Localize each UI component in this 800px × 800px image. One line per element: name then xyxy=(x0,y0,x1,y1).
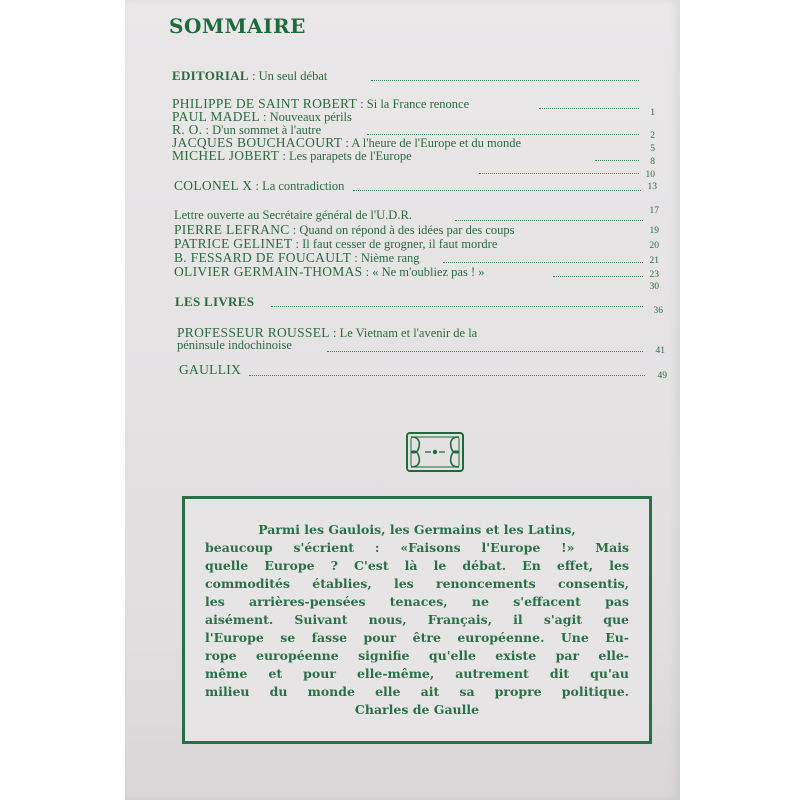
toc-title: La contradiction xyxy=(262,179,345,193)
toc-page-number: 30 xyxy=(649,282,659,292)
toc-author: PATRICE GELINET xyxy=(174,236,293,251)
toc-title: D'un sommet à l'autre xyxy=(212,123,322,137)
toc-author: PROFESSEUR ROUSSEL xyxy=(177,325,330,340)
toc-author: PAUL MADEL xyxy=(172,109,260,124)
quote-author: Charles de Gaulle xyxy=(354,702,480,717)
toc-title: Nième rang xyxy=(360,251,420,265)
quote-line: beaucoup s'écrient : «Faisons l'Europe !» Mais xyxy=(205,540,629,555)
toc-leader xyxy=(353,190,641,191)
toc-entry xyxy=(125,278,680,294)
toc-leader xyxy=(479,173,639,174)
toc-entry-gaullix xyxy=(125,362,680,381)
quote-line: milieu du monde elle ait sa propre politique. xyxy=(205,684,629,699)
toc-page-number: 19 xyxy=(649,226,659,236)
toc-author: OLIVIER GERMAIN-THOMAS xyxy=(174,264,363,279)
toc-title: « Ne m'oubliez pas ! » xyxy=(372,265,485,279)
toc-title: Un seul débat xyxy=(258,69,328,83)
toc-separator: : xyxy=(252,179,263,193)
toc-page-number: 49 xyxy=(657,371,667,381)
toc-entry-text xyxy=(172,68,327,84)
toc-separator: : xyxy=(289,223,300,237)
toc-leader xyxy=(443,262,643,263)
toc-page-number: 36 xyxy=(653,306,663,316)
toc-entry-text xyxy=(175,294,254,310)
toc-title: péninsule indochinoise xyxy=(177,338,292,352)
toc-separator: : xyxy=(292,237,303,251)
toc-separator: : xyxy=(329,326,340,340)
toc-entry-editorial xyxy=(125,68,680,84)
toc-separator: : xyxy=(248,69,259,83)
toc-page-number: 17 xyxy=(649,206,659,216)
toc-leader xyxy=(327,351,643,352)
toc-separator: : xyxy=(357,97,367,111)
toc-page-number: 5 xyxy=(650,144,655,154)
toc-page-number: 10 xyxy=(645,170,655,180)
toc-separator: : xyxy=(351,251,361,265)
toc-title: Si la France renonce xyxy=(366,97,470,111)
quote-line: l'Europe se fasse pour être européenne. Une Eu- xyxy=(205,630,629,645)
toc-page-number: 41 xyxy=(655,346,665,356)
quote-line: commodités établies, les renoncements consentis, xyxy=(205,576,629,591)
toc-author: B. FESSARD DE FOUCAULT xyxy=(174,250,352,265)
toc-leader xyxy=(553,276,643,277)
toc-separator: : xyxy=(202,123,213,137)
toc-author: R. O. xyxy=(172,122,203,137)
quote-line: Parmi les Gaulois, les Germains et les Latins, xyxy=(258,522,576,537)
toc-author: GAULLIX xyxy=(179,362,242,377)
toc-page-number: 2 xyxy=(650,131,655,141)
toc-entry-text xyxy=(174,178,344,194)
toc-section-label: LES LIVRES xyxy=(175,294,255,309)
toc-author: PHILIPPE DE SAINT ROBERT xyxy=(172,96,358,111)
toc-page-number: 1 xyxy=(650,108,655,118)
quote-line: les arrières-pensées tenaces, ne s'effacent pas xyxy=(205,594,629,609)
toc-title: Nouveaux périls xyxy=(269,110,352,124)
toc-page-number: 20 xyxy=(649,241,659,251)
toc-entry-text xyxy=(179,362,241,378)
toc-page-number: 8 xyxy=(650,157,655,167)
toc-title: A l'heure de l'Europe et du monde xyxy=(351,136,522,150)
quote-box xyxy=(182,496,652,744)
quote-line: même et pour elle-même, autrement dit qu'au xyxy=(205,666,629,681)
toc-leader xyxy=(371,80,639,81)
toc-author: PIERRE LEFRANC xyxy=(174,222,290,237)
toc-entry-colonel-x xyxy=(125,178,680,194)
toc-separator: : xyxy=(259,110,270,124)
toc-entry-text xyxy=(177,338,292,353)
toc-title: Le Vietnam et l'avenir de la xyxy=(339,326,478,340)
toc-title: Les parapets de l'Europe xyxy=(288,149,412,163)
toc-title: Quand on répond à des idées par des coups xyxy=(299,223,515,237)
toc-separator: : xyxy=(342,136,352,150)
quote-line: quelle Europe ? C'est là le débat. En effet, les xyxy=(205,558,629,573)
toc-author: MICHEL JOBERT xyxy=(172,148,280,163)
toc-title: Lettre ouverte au Secrétaire général de l'U.D.R. xyxy=(174,208,412,222)
toc-page-number: 21 xyxy=(649,256,659,266)
toc-author: COLONEL X xyxy=(174,178,253,193)
toc-separator: : xyxy=(362,265,373,279)
toc-entry-text xyxy=(174,208,412,223)
toc-entry xyxy=(125,161,680,180)
toc-separator: : xyxy=(279,149,289,163)
page-title: SOMMAIRE xyxy=(169,14,306,38)
toc-author: JACQUES BOUCHACOURT xyxy=(172,135,343,150)
scroll-ornament-icon xyxy=(405,431,465,473)
toc-leader xyxy=(271,306,643,307)
toc-title: Il faut cesser de grogner, il faut mordre xyxy=(302,237,498,251)
toc-entry xyxy=(125,338,680,354)
quote-line: rope européenne signifie qu'elle existe par elle- xyxy=(205,648,629,663)
toc-entry-les-livres xyxy=(125,294,680,316)
quote-line: aisément. Suivant nous, Français, il s'agit que xyxy=(205,612,629,627)
toc-leader xyxy=(249,375,645,376)
toc-leader xyxy=(455,220,643,221)
toc-page-number: 23 xyxy=(649,270,659,280)
toc-page-number: 13 xyxy=(647,182,657,192)
toc-section-label: EDITORIAL xyxy=(172,68,249,83)
